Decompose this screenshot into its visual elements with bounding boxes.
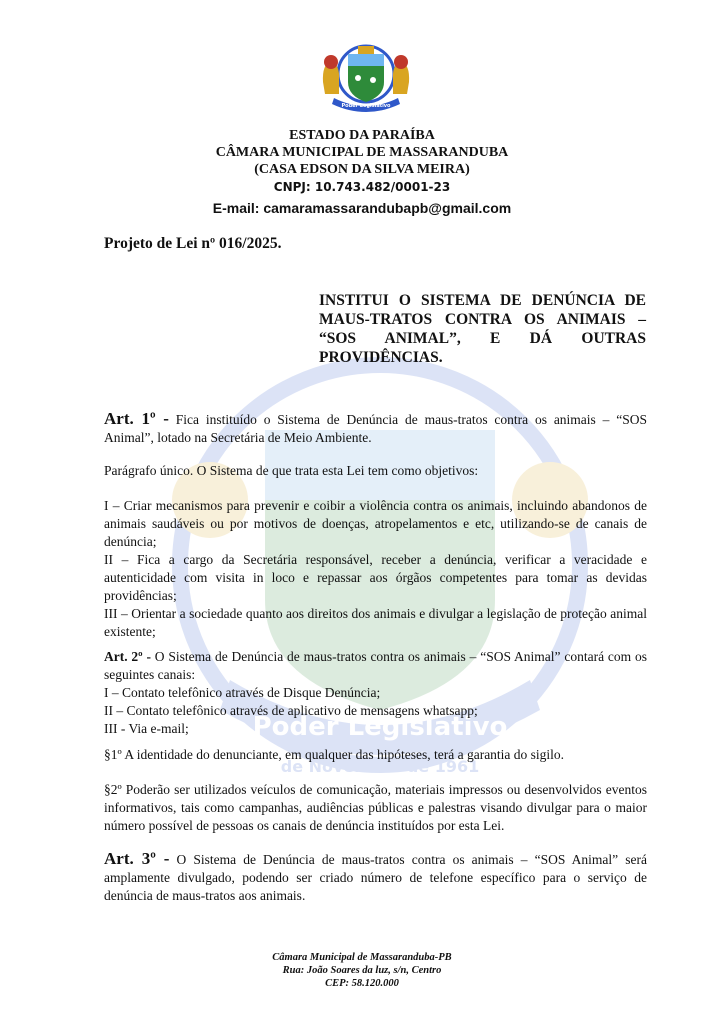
header-email: E-mail: camaramassarandubapb@gmail.com	[212, 200, 512, 216]
ementa-line: “SOS ANIMAL”, E DÁ OUTRAS	[319, 330, 646, 347]
bill-ementa	[319, 291, 646, 367]
article-2	[104, 648, 647, 738]
watermark-date-text: de Novembro de 1961	[280, 757, 480, 776]
article-1-label: Art. 1º -	[104, 409, 169, 428]
footer-line: Rua: João Soares da luz, s/n, Centro	[282, 965, 442, 976]
footer-line: CEP: 58.120.000	[325, 978, 399, 989]
ementa-line: PROVIDÊNCIAS.	[319, 349, 443, 366]
ementa-line: MAUS-TRATOS CONTRA OS ANIMAIS –	[319, 311, 646, 328]
channel-item: II – Contato telefônico através de aplicativo de mensagens whatsapp;	[104, 703, 478, 718]
article-1	[104, 410, 647, 447]
channel-item: III - Via e-mail;	[104, 721, 189, 736]
inciso-item: III – Orientar a sociedade quanto aos direitos dos animais e divulgar a legislação de proteção animal existente;	[104, 606, 647, 639]
header-house: (CASA EDSON DA SILVA MEIRA)	[254, 162, 470, 177]
article-3	[104, 850, 647, 905]
article-2-par-2: §2º Poderão ser utilizados veículos de comunicação, materiais impressos ou desenvolvidos eventos informativos, tais como campanhas, audiências públicas e palestras visando divulgar para o maior número possível de pessoas os canais de denúncia instituídos por esta Lei.	[104, 782, 647, 833]
footer-line: Câmara Municipal de Massaranduba-PB	[272, 952, 452, 963]
inciso-item: I – Criar mecanismos para prevenir e coibir a violência contra os animais, incluindo abandonos de animais saudáveis ou por motivos de doenças, atropelamentos e etc, utilizando-se de canais de denúncia;	[104, 498, 647, 549]
incisos-list	[104, 497, 647, 641]
watermark-ribbon-text: Poder Legislativo	[252, 712, 508, 742]
header-cnpj: CNPJ: 10.743.482/0001-23	[273, 180, 451, 194]
article-1-text: Fica instituído o Sistema de Denúncia de maus-tratos contra os animais – “SOS Animal”, lotado na Secretária de Meio Ambiente.	[104, 412, 647, 445]
inciso-item: II – Fica a cargo da Secretária responsável, receber a denúncia, verificar a veracidade e autenticidade com visita in loco e repassar aos órgãos competentes para tomar as devidas providências;	[104, 552, 647, 603]
bill-title: Projeto de Lei nº 016/2025.	[104, 235, 282, 252]
article-2-text: O Sistema de Denúncia de maus-tratos contra os animais – “SOS Animal” contará com os seguintes canais:	[104, 649, 647, 682]
paragrafo-unico: Parágrafo único. O Sistema de que trata esta Lei tem como objetivos:	[104, 463, 479, 478]
crest-ribbon-text: Poder Legislativo	[341, 103, 391, 109]
article-3-text: O Sistema de Denúncia de maus-tratos contra os animais – “SOS Animal” será amplamente divulgado, podendo ser criado número de telefone específico para o serviço de denúncia de maus-tratos aos animais.	[104, 852, 647, 903]
header-chamber: CÂMARA MUNICIPAL DE MASSARANDUBA	[215, 145, 509, 160]
channel-item: I – Contato telefônico através de Disque Denúncia;	[104, 685, 381, 700]
article-3-label: Art. 3º -	[104, 849, 170, 868]
article-2-par-1: §1º A identidade do denunciante, em qualquer das hipóteses, terá a garantia do sigilo.	[104, 747, 565, 762]
footer	[0, 951, 724, 990]
article-2-label: Art. 2º -	[104, 649, 151, 664]
ementa-line: INSTITUI O SISTEMA DE DENÚNCIA DE	[319, 292, 646, 309]
header-state: ESTADO DA PARAÍBA	[289, 128, 435, 143]
municipal-coat-of-arms-icon	[318, 44, 414, 112]
